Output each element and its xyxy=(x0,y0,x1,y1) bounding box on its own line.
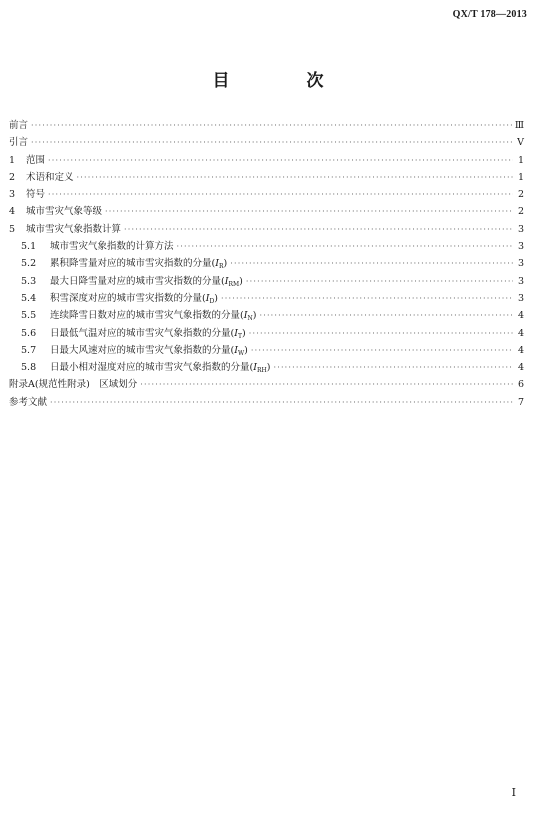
toc-entry[interactable] xyxy=(9,307,524,324)
toc-entry-symbol-subscript: T xyxy=(237,332,242,340)
toc-entry-title xyxy=(9,117,28,131)
page-title: 目 次 xyxy=(212,71,354,91)
toc-entry-page: 3 xyxy=(517,258,524,270)
toc-entry-title xyxy=(50,307,256,322)
toc-entry-title xyxy=(50,342,248,357)
toc-entry-title-tail: ) xyxy=(242,327,246,339)
toc-entry[interactable] xyxy=(9,255,524,272)
toc-entry-number: 5.1 xyxy=(21,241,37,253)
toc-entry[interactable] xyxy=(9,238,524,255)
toc-entry[interactable] xyxy=(9,152,524,169)
toc-entry-symbol: I xyxy=(215,258,219,270)
toc-entry-symbol-subscript: RM xyxy=(228,280,240,288)
toc-entry[interactable] xyxy=(9,325,524,342)
toc-entry-page: 7 xyxy=(517,396,524,408)
toc-entry-number: 5.6 xyxy=(21,327,37,339)
toc-entry-number: 2 xyxy=(9,171,16,183)
toc-entry-symbol-subscript: D xyxy=(209,297,215,305)
toc-entry-symbol: I xyxy=(243,310,248,322)
toc-entry-title xyxy=(50,290,218,305)
toc-entry-page: 4 xyxy=(517,310,524,322)
toc-entry-title-text: 城市雪灾气象指数的计算方法 xyxy=(50,241,174,253)
toc-dot-leader xyxy=(246,277,513,286)
toc-dot-leader xyxy=(273,363,513,372)
toc-entry-title xyxy=(50,273,243,288)
toc-entry-page: 3 xyxy=(517,292,524,304)
toc-entry-title xyxy=(26,169,74,183)
toc-entry[interactable] xyxy=(9,203,524,220)
toc-entry[interactable] xyxy=(9,117,524,134)
toc-dot-leader xyxy=(259,311,513,320)
toc-entry-symbol-subscript: RH xyxy=(256,367,267,375)
toc-entry-title xyxy=(26,221,121,235)
toc-entry-title-tail: ) xyxy=(239,275,243,287)
toc-entry-title xyxy=(50,255,227,270)
toc-entry-symbol-subscript: N xyxy=(247,315,253,323)
toc-entry-page: 2 xyxy=(517,189,524,201)
toc-dot-leader xyxy=(31,121,512,130)
toc-entry-title-text: 日最低气温对应的城市雪灾气象指数的分量( xyxy=(50,327,235,339)
toc-entry-page: 1 xyxy=(517,154,524,166)
toc-entry-symbol: I xyxy=(234,327,238,339)
toc-entry[interactable] xyxy=(9,290,524,307)
toc-dot-leader xyxy=(48,156,513,165)
toc-entry-number: 5.5 xyxy=(21,310,37,322)
toc-entry-title-text: 城市雪灾气象指数计算 xyxy=(26,223,122,235)
toc-entry-number: 3 xyxy=(9,189,16,201)
toc-entry-page: 3 xyxy=(517,241,524,253)
toc-entry-title xyxy=(26,152,45,166)
toc-entry-number: 1 xyxy=(9,154,16,166)
toc-entry-symbol: I xyxy=(234,344,238,356)
toc-entry[interactable] xyxy=(9,359,524,376)
toc-entry-title xyxy=(9,394,47,408)
toc-entry-title-tail: ) xyxy=(266,362,271,374)
toc-dot-leader xyxy=(230,259,513,268)
toc-entry-title-text: 累积降雪量对应的城市雪灾指数的分量( xyxy=(50,258,216,270)
toc-entry-page: 4 xyxy=(517,327,524,339)
toc-entry-symbol: I xyxy=(253,362,257,374)
toc-entry[interactable] xyxy=(9,394,524,411)
toc-entry-symbol-subscript: R xyxy=(218,263,224,271)
toc-entry-title-text: 城市雪灾气象等级 xyxy=(26,206,103,218)
toc-dot-leader xyxy=(48,190,513,199)
toc-entry-symbol: I xyxy=(205,292,210,304)
toc-entry-title-text: 日最小相对湿度对应的城市雪灾气象指数的分量( xyxy=(50,362,254,374)
toc-dot-leader xyxy=(77,173,513,182)
toc-entry-title-text: 附录A(规范性附录) 区域划分 xyxy=(9,379,138,391)
toc-entry[interactable] xyxy=(9,221,524,238)
toc-entry-title-text: 日最大风速对应的城市雪灾气象指数的分量( xyxy=(50,344,235,356)
toc-entry-title xyxy=(9,134,28,148)
toc-entry-page: 2 xyxy=(517,206,524,218)
toc-entry[interactable] xyxy=(9,273,524,290)
toc-entry-page: 1 xyxy=(517,171,524,183)
toc-entry-title xyxy=(26,186,45,200)
toc-entry-page: 3 xyxy=(517,223,524,235)
toc-entry-title-tail: ) xyxy=(244,344,248,356)
toc-entry-title-text: 连续降雪日数对应的城市雪灾气象指数的分量( xyxy=(50,310,244,322)
toc-entry[interactable] xyxy=(9,376,524,393)
toc-entry[interactable] xyxy=(9,342,524,359)
toc-dot-leader xyxy=(105,207,513,216)
toc-entry-number: 5.4 xyxy=(21,292,37,304)
toc-entry-title-text: 积雪深度对应的城市雪灾指数的分量( xyxy=(50,292,206,304)
toc-entry-page: Ⅲ xyxy=(514,120,524,131)
toc-entry-number: 5.7 xyxy=(21,344,37,356)
toc-dot-leader xyxy=(124,225,513,234)
toc-entry-title-text: 参考文献 xyxy=(9,396,48,408)
toc-entry-title xyxy=(50,325,246,340)
page-number: Ⅰ xyxy=(511,786,516,799)
toc-dot-leader xyxy=(249,329,513,338)
toc-entry-symbol-subscript: W xyxy=(237,349,245,357)
toc-entry-page: Ⅴ xyxy=(517,137,524,149)
toc-entry[interactable] xyxy=(9,186,524,203)
toc-entry-page: 4 xyxy=(517,362,524,374)
toc-entry-number: 5 xyxy=(9,223,16,235)
toc-entry-title xyxy=(50,238,174,252)
toc-entry-title-text: 最大日降雪量对应的城市雪灾指数的分量( xyxy=(50,275,225,287)
toc-entry-number: 5.3 xyxy=(21,275,37,287)
toc-entry-title-text: 术语和定义 xyxy=(26,171,74,183)
toc-dot-leader xyxy=(140,380,513,389)
toc-entry-title-tail: ) xyxy=(252,310,257,322)
toc-entry-title-text: 引言 xyxy=(9,137,29,149)
toc-entry-title xyxy=(50,359,270,374)
toc-entry[interactable] xyxy=(9,134,524,151)
toc-entry-title xyxy=(26,203,102,217)
toc-entry[interactable] xyxy=(9,169,524,186)
toc-entry-title-tail: ) xyxy=(214,292,219,304)
toc-entry-title xyxy=(9,376,137,390)
toc-entry-title-text: 前言 xyxy=(9,120,29,131)
toc-entry-title-tail: ) xyxy=(223,258,228,270)
toc-entry-title-text: 符号 xyxy=(26,189,46,201)
toc-dot-leader xyxy=(177,242,513,251)
toc-entry-page: 3 xyxy=(517,275,524,287)
toc-entry-symbol: I xyxy=(224,275,229,287)
toc-entry-page: 6 xyxy=(517,379,524,391)
toc-dot-leader xyxy=(221,294,513,303)
toc-entry-number: 4 xyxy=(9,206,16,218)
table-of-contents xyxy=(9,117,524,411)
standard-code: QX/T 178—2013 xyxy=(452,9,527,20)
toc-dot-leader xyxy=(50,398,513,407)
toc-entry-title-text: 范围 xyxy=(26,154,46,166)
toc-entry-page: 4 xyxy=(517,344,524,356)
toc-entry-number: 5.2 xyxy=(21,258,37,270)
toc-dot-leader xyxy=(251,346,513,355)
toc-dot-leader xyxy=(31,138,513,147)
toc-entry-number: 5.8 xyxy=(21,362,37,374)
